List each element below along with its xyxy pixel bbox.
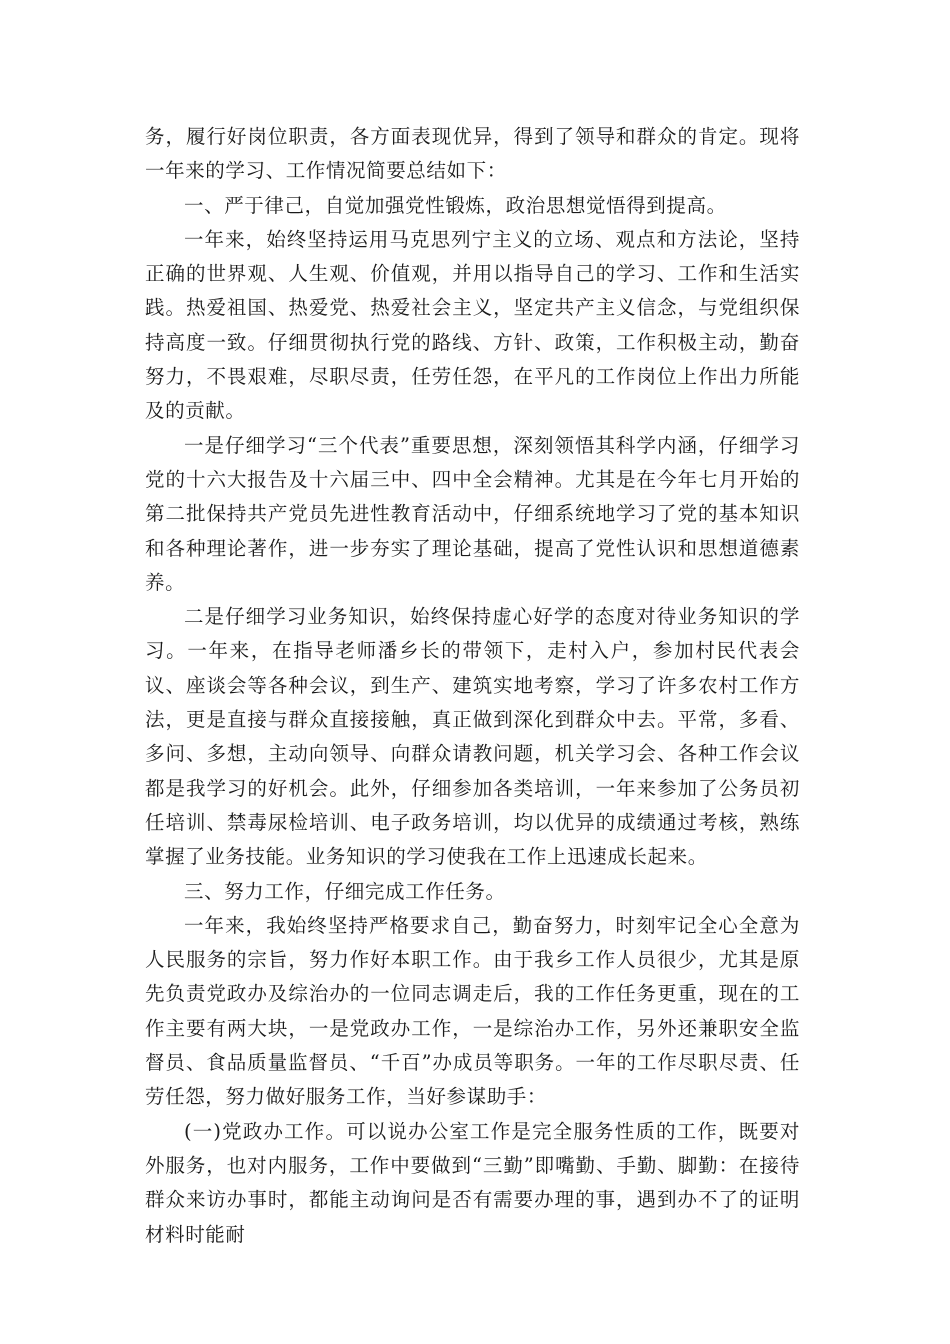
paragraph-intro: 务，履行好岗位职责，各方面表现优异，得到了领导和群众的肯定。现将一年来的学习、工作情况简要总结如下： [145, 125, 800, 183]
paragraph-business-study: 二是仔细学习业务知识，始终保持虚心好学的态度对待业务知识的学习。一年来，在指导老师潘乡长的带领下，走村入户，参加村民代表会议、座谈会等各种会议，到生产、建筑实地考察，学习了许多农村工作方法，更是直接与群众直接接触，真正做到深化到群众中去。平常，多看、多问、多想，主动向领导、向群众请教问题，机关学习会、各种工作会议都是我学习的好机会。此外，仔细参加各类培训，一年来参加了公务员初任培训、禁毒尿检培训、电子政务培训，均以优异的成绩通过考核，熟练掌握了业务技能。业务知识的学习使我在工作上迅速成长起来。 [145, 605, 800, 869]
document-body [145, 120, 800, 1252]
paragraph-office-work: (一)党政办工作。可以说办公室工作是完全服务性质的工作，既要对外服务，也对内服务，工作中要做到“三勤”即嘴勤、手勤、脚勤：在接待群众来访办事时，都能主动询问是否有需要办理的事，遇到办不了的证明材料时能耐 [145, 1119, 800, 1246]
paragraph-work-duties: 一年来，我始终坚持严格要求自己，勤奋努力，时刻牢记全心全意为人民服务的宗旨，努力作好本职工作。由于我乡工作人员很少，尤其是原先负责党政办及综治办的一位同志调走后，我的工作任务更重，现在的工作主要有两大块，一是党政办工作，一是综治办工作，另外还兼职安全监督员、食品质量监督员、“千百”办成员等职务。一年的工作尽职尽责、任劳任怨，努力做好服务工作，当好参谋助手： [145, 913, 800, 1109]
paragraph-theory-study: 一是仔细学习“三个代表”重要思想，深刻领悟其科学内涵，仔细学习党的十六大报告及十六届三中、四中全会精神。尤其是在今年七月开始的第二批保持共产党员先进性教育活动中，仔细系统地学习了党的基本知识和各种理论著作，进一步夯实了理论基础，提高了党性认识和思想道德素养。 [145, 433, 800, 594]
paragraph-political-stance: 一年来，始终坚持运用马克思列宁主义的立场、观点和方法论，坚持正确的世界观、人生观、价值观，并用以指导自己的学习、工作和生活实践。热爱祖国、热爱党、热爱社会主义，坚定共产主义信念，与党组织保持高度一致。仔细贯彻执行党的路线、方针、政策，工作积极主动，勤奋努力，不畏艰难，尽职尽责，任劳任怨，在平凡的工作岗位上作出力所能及的贡献。 [145, 227, 800, 423]
heading-section-three: 三、努力工作，仔细完成工作任务。 [184, 879, 506, 903]
heading-section-one: 一、严于律己，自觉加强党性锻炼，政治思想觉悟得到提高。 [184, 193, 727, 217]
